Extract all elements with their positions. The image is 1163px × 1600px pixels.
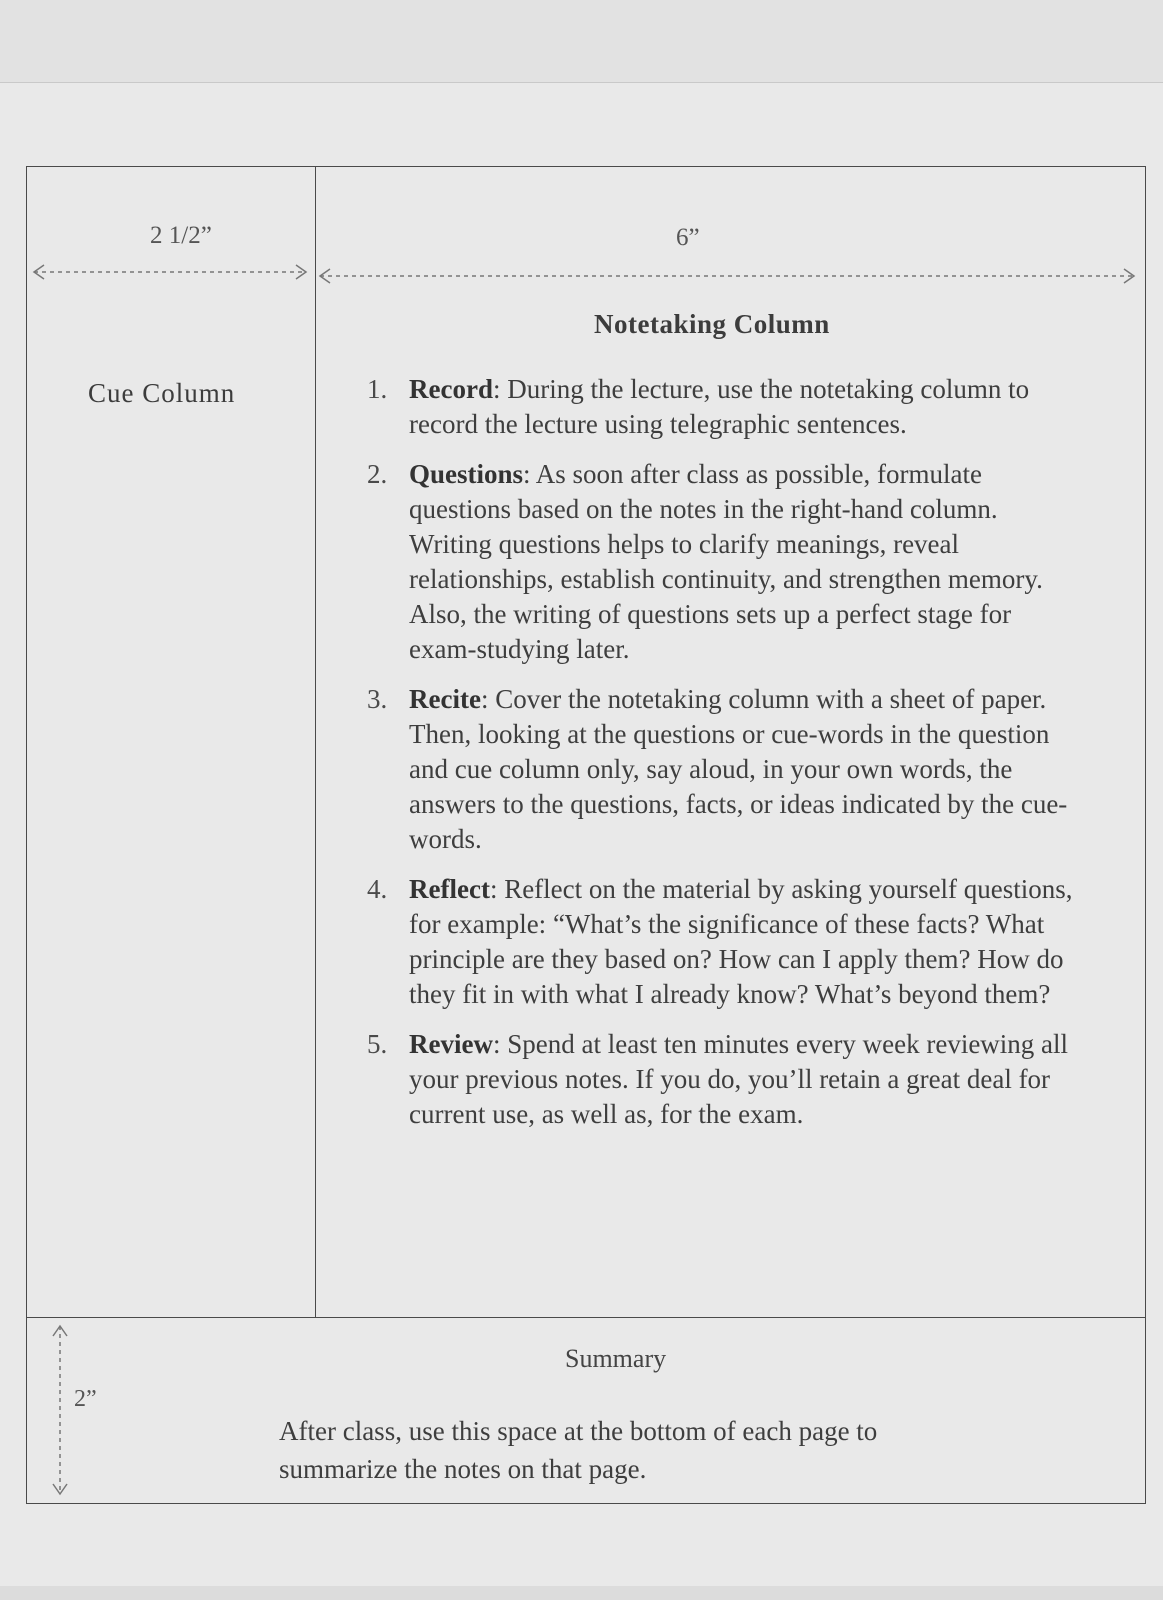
step-number: 4. [367,874,388,904]
step-text: : Cover the notetaking column with a sheet of paper. Then, looking at the questions or cue-words in the question and cue column only, say aloud, in your own words, the answers to the questions, facts, or ideas indicated by the cue-words. [409,684,1068,854]
step-text: : During the lecture, use the notetaking column to record the lecture using telegraphic sentences. [409,374,1030,439]
list-item [360,1027,1085,1132]
summary-divider [26,1317,1146,1318]
list-item [360,872,1085,1012]
list-item [360,457,1085,667]
step-number: 5. [367,1029,388,1059]
step-term: Record [409,374,493,404]
cue-column-title: Cue Column [88,378,236,408]
step-text: : Reflect on the material by asking yourself questions, for example: “What’s the significance of these facts? What principle are they based on? How can I apply them? How do they fit in with what I already know? What’s beyond them? [409,874,1073,1009]
scan-bottom-band [0,1586,1163,1600]
summary-title: Summary [565,1344,667,1373]
notetaking-steps-list [360,372,1085,1147]
step-text: : As soon after class as possible, formulate questions based on the notes in the right-hand column. Writing questions helps to clarify meanings, reveal relationships, establish continuity, and strengthen memory. Also, the writing of questions sets up a perfect stage for exam-studying later. [409,459,1043,664]
step-text: : Spend at least ten minutes every week reviewing all your previous notes. If you do, you’ll retain a great deal for current use, as well as, for the exam. [409,1029,1069,1129]
list-item [360,372,1085,442]
cue-width-label: 2 1/2” [150,222,212,249]
list-item [360,682,1085,857]
column-divider [315,166,316,1318]
step-number: 3. [367,684,388,714]
summary-text: After class, use this space at the bottom of each page to summarize the notes on that page. [279,1416,878,1484]
notes-width-label: 6” [676,224,700,251]
step-number: 2. [367,459,388,489]
step-term: Reflect [409,874,490,904]
notetaking-column-title: Notetaking Column [594,309,830,339]
step-number: 1. [367,374,388,404]
scan-top-band [0,0,1163,83]
step-term: Review [409,1029,493,1059]
step-term: Questions [409,459,524,489]
step-term: Recite [409,684,481,714]
summary-height-label: 2” [74,1386,97,1412]
